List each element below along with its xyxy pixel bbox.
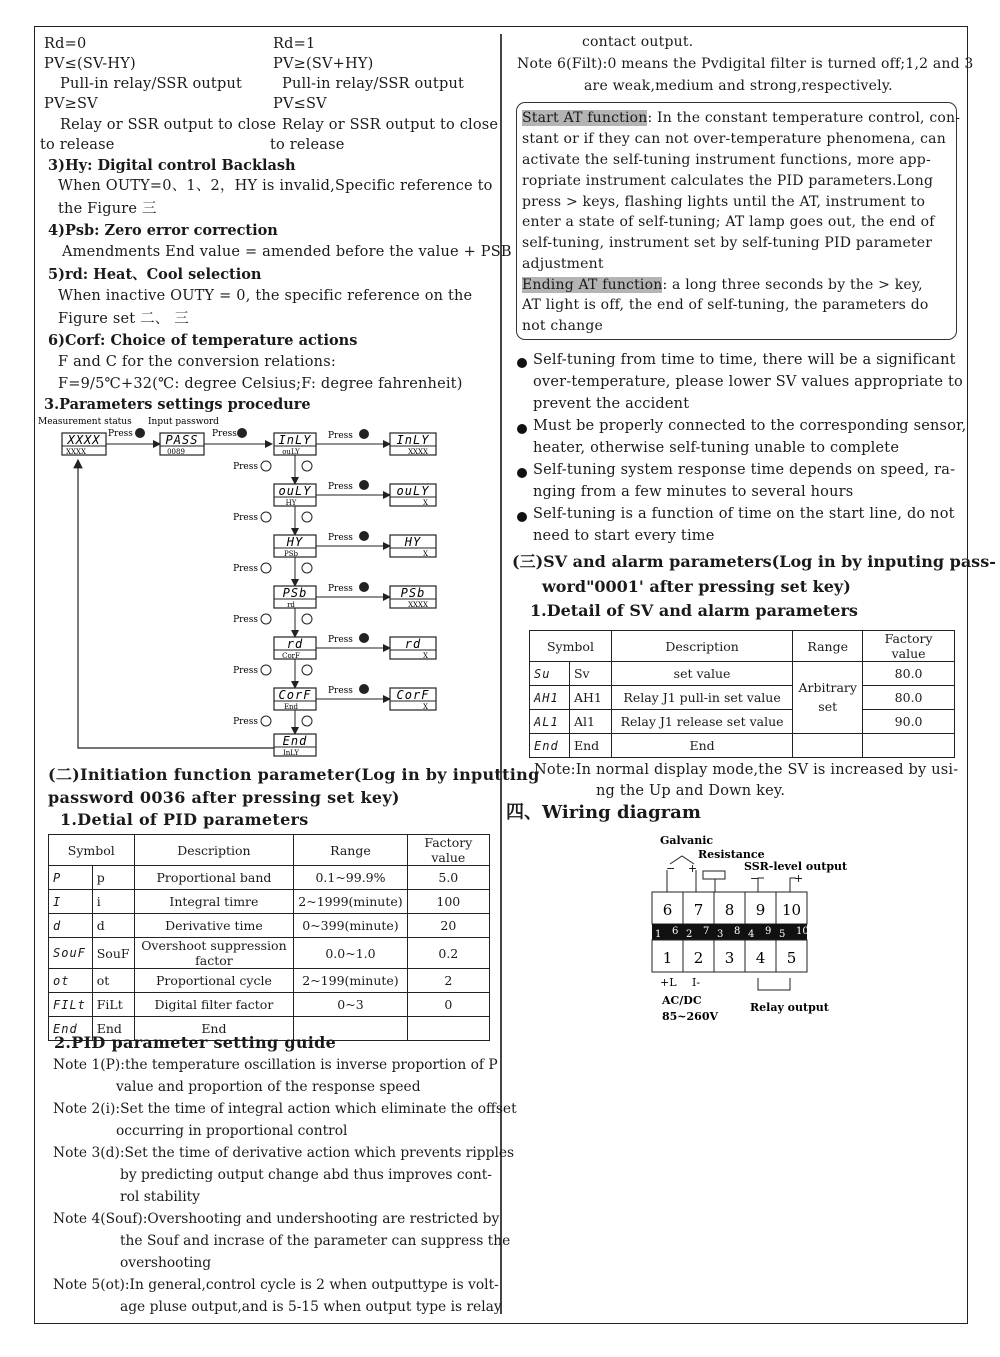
description: Overshoot suppression factor [134, 938, 294, 969]
factory-value: 90.0 [863, 710, 955, 734]
header-factory: Factory value [863, 631, 955, 662]
display-text: XXXX [67, 433, 101, 447]
range-text: set [818, 698, 838, 714]
down-key-icon [261, 563, 271, 573]
strip-number: 4 [748, 929, 755, 940]
display-text: rd [404, 637, 422, 651]
up-key-icon [302, 665, 312, 675]
terminal-number: 7 [693, 901, 704, 919]
display-text: X [423, 652, 428, 660]
down-key-icon [261, 665, 271, 675]
table-row [49, 866, 490, 890]
guide-line: the Souf and incrase of the parameter can suppress the [120, 1233, 511, 1249]
press-label: Press [233, 564, 258, 574]
factory-value: 20 [407, 914, 489, 938]
bullet-line: over-temperature, please lower SV values appropriate to [533, 374, 963, 390]
set-key-icon [135, 428, 145, 438]
symbol: d [92, 914, 134, 938]
terminal-number: 10 [781, 901, 802, 919]
symbol: End [569, 734, 611, 758]
press-label: Press [233, 717, 258, 727]
at-line: activate the self-tuning instrument functions, more app- [522, 152, 931, 168]
factory-value: 5.0 [407, 866, 489, 890]
segment-symbol: I [49, 890, 93, 914]
display-text: XXXX [408, 601, 428, 609]
terminal-number: 9 [755, 901, 766, 919]
display-text: CorF [396, 688, 430, 702]
display-text: InLY [396, 433, 430, 447]
set-key-icon [359, 684, 369, 694]
header-range: Range [793, 631, 863, 662]
header-description: Description [611, 631, 792, 662]
bullet-dot [517, 468, 527, 478]
parameter-row [233, 582, 436, 637]
display-text: End [283, 703, 299, 711]
symbol: Sv [569, 662, 611, 686]
at-line: press > keys, flashing lights until the AT, instrument to [522, 194, 926, 210]
parameter-flow-diagram [36, 412, 496, 762]
polarity-label: + [794, 872, 804, 885]
symbol: ot [92, 969, 134, 993]
table-row [49, 890, 490, 914]
factory-value [407, 1017, 489, 1041]
press-label: Press [328, 482, 353, 492]
display-text: X [423, 550, 428, 558]
input-password-label: Input password [148, 417, 219, 427]
header-description: Description [134, 835, 294, 866]
column-divider [500, 34, 502, 1314]
table-row [49, 993, 490, 1017]
strip-number: 5 [779, 929, 786, 940]
parameter-row [233, 633, 436, 688]
at-line: ropriate instrument calculates the PID parameters.Long [522, 173, 934, 189]
guide-line: occurring in proportional control [116, 1123, 348, 1139]
bullet-line: Self-tuning system response time depends on speed, ra- [533, 462, 956, 478]
press-label: Press [328, 431, 353, 441]
display-text: CorF [282, 652, 300, 660]
rd0-line: PV≥SV [44, 96, 98, 112]
range: 2~1999(minute) [294, 890, 407, 914]
measurement-label: Measurement status [38, 417, 132, 427]
terminal-number: 4 [755, 949, 766, 967]
hy-line: the Figure 三 [58, 201, 157, 217]
guide-line: Note 3(d):Set the time of derivative action which prevents ripples [53, 1145, 515, 1161]
rd1-line: PV≤SV [273, 96, 327, 112]
top-line: are weak,medium and strong,respectively. [584, 78, 893, 94]
strip-number: 3 [717, 929, 724, 940]
parameter-rows [233, 429, 436, 734]
corf-line: F=9/5℃+32(℃: degree Celsius;F: degree fahrenheit) [58, 376, 463, 392]
range-empty [793, 734, 863, 758]
rd0-line: Relay or SSR output to close [60, 117, 277, 133]
down-key-icon [261, 461, 271, 471]
display-box-start [62, 433, 106, 456]
terminal-number: 1 [662, 949, 673, 967]
bullet-dot [517, 424, 527, 434]
acdc-label: AC/DC [662, 994, 702, 1007]
rd0-line: to release [40, 137, 115, 153]
display-text: ouLY [282, 448, 300, 456]
description: Proportional cycle [134, 969, 294, 993]
corf-line: F and C for the conversion relations: [58, 354, 336, 370]
parameter-row [233, 531, 436, 586]
polarity-label: + [688, 862, 698, 875]
table-row [530, 662, 955, 686]
at-line: self-tuning, instrument set by self-tuning PID parameter [522, 235, 933, 251]
display-text: PSb [284, 550, 298, 558]
rd1-line: to release [270, 137, 345, 153]
table-row [530, 734, 955, 758]
terminal-number: 2 [693, 949, 704, 967]
display-box-end [274, 734, 316, 757]
strip-number: 9 [765, 926, 772, 937]
display-text: X [423, 703, 428, 711]
set-key-icon [359, 582, 369, 592]
bullet-dot [517, 512, 527, 522]
symbol: AH1 [569, 686, 611, 710]
rd0-line: Pull-in relay/SSR output [60, 76, 243, 92]
down-key-icon [261, 716, 271, 726]
display-box-pass [160, 433, 204, 456]
strip-number: 1 [655, 929, 662, 940]
description: End [134, 1017, 294, 1041]
rd1-line: Rd=1 [273, 36, 316, 52]
guide-line: Note 1(P):the temperature oscillation is inverse proportion of P [53, 1057, 498, 1073]
segment-symbol: End [530, 734, 570, 758]
display-text: End [282, 734, 308, 748]
rd-line: When inactive OUTY = 0, the specific reference on the [58, 288, 473, 304]
press-label: Press [233, 462, 258, 472]
press-label: Press [233, 615, 258, 625]
table-row [49, 914, 490, 938]
at-line: stant or if they can not over-temperature phenomena, can [522, 131, 946, 147]
bullet-line: Self-tuning is a function of time on the start line, do not [533, 506, 955, 522]
press-label: Press [328, 686, 353, 696]
guide-line: by predicting output change abd thus improves cont- [120, 1167, 492, 1183]
guide-line: Note 4(Souf):Overshooting and undershooting are restricted by [53, 1211, 500, 1227]
init-title-line2: password 0036 after pressing set key) [48, 788, 400, 807]
factory-value: 100 [407, 890, 489, 914]
bullet-line: heater, otherwise self-tuning unable to complete [533, 440, 900, 456]
terminal-number: 6 [662, 901, 673, 919]
rd1-line: Pull-in relay/SSR output [282, 76, 465, 92]
up-key-icon [302, 614, 312, 624]
range: 0.1~99.9% [294, 866, 407, 890]
press-label: Press [328, 584, 353, 594]
bullet-line: need to start every time [533, 528, 715, 544]
display-text: PSb [282, 586, 308, 600]
bullet-line: prevent the accident [533, 396, 690, 412]
header-symbol: Symbol [530, 631, 612, 662]
symbol: i [92, 890, 134, 914]
range: 0~3 [294, 993, 407, 1017]
description: Derivative time [134, 914, 294, 938]
at-line: AT light is off, the end of self-tuning, the parameters do [522, 297, 929, 313]
strip-number: 6 [672, 926, 679, 937]
display-text: CorF [278, 688, 312, 702]
parameter-row [233, 684, 436, 734]
description: Proportional band [134, 866, 294, 890]
display-text: ouLY [278, 484, 312, 498]
resistor-symbol [703, 871, 725, 879]
polarity-label: +L [660, 976, 677, 989]
top-line: Note 6(Filt):0 means the Pvdigital filter is turned off;1,2 and 3 [517, 56, 974, 72]
symbol: p [92, 866, 134, 890]
table-row [530, 686, 955, 710]
factory-value: 80.0 [863, 686, 955, 710]
strip-number: 7 [703, 926, 710, 937]
voltage-label: 85~260V [662, 1010, 719, 1023]
terminal-number: 5 [786, 949, 797, 967]
wiring-diagram [640, 830, 850, 1030]
segment-symbol: SouF [49, 938, 93, 969]
up-key-icon [302, 563, 312, 573]
press-label: Press [328, 533, 353, 543]
bullet-dot [517, 358, 527, 368]
table-row [49, 938, 490, 969]
factory-value: 0 [407, 993, 489, 1017]
psb-line: Amendments End value = amended before the value + PSB [62, 244, 512, 260]
sv-note-line: Note:In normal display mode,the SV is increased by usi- [534, 762, 959, 778]
rd0-line: Rd=0 [44, 36, 87, 52]
factory-value: 0.2 [407, 938, 489, 969]
pid-subtitle: 1.Detial of PID parameters [60, 810, 309, 829]
rd1-line: PV≥(SV+HY) [273, 56, 374, 72]
display-text: HY [404, 535, 422, 549]
up-key-icon [302, 461, 312, 471]
set-key-icon [359, 429, 369, 439]
range-cell [793, 662, 863, 734]
polarity-label: − [750, 872, 760, 885]
display-text: PSb [400, 586, 426, 600]
rd1-line: Relay or SSR output to close [282, 117, 499, 133]
header-factory: Factory value [407, 835, 489, 866]
set-key-icon [237, 428, 247, 438]
segment-symbol: End [49, 1017, 93, 1041]
factory-value: 2 [407, 969, 489, 993]
segment-symbol: P [49, 866, 93, 890]
bullet-line: Self-tuning from time to time, there will be a significant [533, 352, 956, 368]
range: 2~199(minute) [294, 969, 407, 993]
display-text: HY [285, 499, 297, 507]
sv-title-line1: (三)SV and alarm parameters(Log in by inputing pass- [512, 552, 996, 571]
segment-symbol: FILt [49, 993, 93, 1017]
range: 0~399(minute) [294, 914, 407, 938]
down-key-icon [261, 512, 271, 522]
set-key-icon [359, 633, 369, 643]
display-text: XXXX [408, 448, 428, 456]
display-text: HY [286, 535, 304, 549]
set-key-icon [359, 480, 369, 490]
bullet-line: Must be properly connected to the corresponding sensor, [533, 418, 967, 434]
segment-symbol: d [49, 914, 93, 938]
init-title-line1: (二)Initiation function parameter(Log in by inputting [48, 765, 540, 784]
guide-line: rol stability [120, 1189, 200, 1205]
terminal-number: 3 [724, 949, 735, 967]
display-text: 0089 [167, 448, 185, 456]
segment-symbol: AL1 [530, 710, 570, 734]
sv-table [529, 630, 955, 758]
terminal-block [652, 892, 809, 972]
rd-line: Figure set 二、 三 [58, 311, 190, 327]
at-line: adjustment [522, 256, 604, 272]
press-label: Press [233, 513, 258, 523]
rd-title: 5)rd: Heat、Cool selection [48, 266, 262, 283]
display-text: PASS [165, 433, 199, 447]
hy-title: 3)Hy: Digital control Backlash [48, 157, 296, 174]
symbol: FiLt [92, 993, 134, 1017]
guide-line: Note 5(ot):In general,control cycle is 2 when outputtype is volt- [53, 1277, 499, 1293]
guide-title: 2.PID parameter setting guide [54, 1033, 337, 1052]
display-text: XXXX [66, 448, 86, 456]
guide-line: Note 2(i):Set the time of integral action which eliminate the offset [53, 1101, 517, 1117]
header-symbol: Symbol [49, 835, 135, 866]
table-row [530, 710, 955, 734]
strip-number: 2 [686, 929, 693, 940]
relay-label: Relay output [750, 1001, 829, 1014]
description: Integral timre [134, 890, 294, 914]
top-line: contact output. [582, 34, 694, 50]
relay-bracket [758, 978, 790, 990]
sv-note-line: ng the Up and Down key. [596, 783, 786, 799]
guide-line: value and proportion of the response speed [116, 1079, 421, 1095]
symbol: Al1 [569, 710, 611, 734]
description: set value [611, 662, 792, 686]
return-arrow [78, 460, 274, 748]
table-row [49, 969, 490, 993]
at-text: : a long three seconds by the > key, [662, 277, 923, 293]
up-key-icon [302, 512, 312, 522]
segment-symbol: Su [530, 662, 570, 686]
procedure-title: 3.Parameters settings procedure [44, 396, 311, 413]
press-label: Press [233, 666, 258, 676]
guide-line: age pluse output,and is 5-15 when output type is relay [120, 1299, 502, 1315]
range-text: Arbitrary [798, 679, 857, 695]
display-text: X [423, 499, 428, 507]
display-text: InLY [278, 433, 312, 447]
symbol: End [92, 1017, 134, 1041]
corf-title: 6)Corf: Choice of temperature actions [48, 332, 358, 349]
display-text: rd [287, 601, 295, 609]
pid-table [48, 834, 490, 1041]
guide-line: overshooting [120, 1255, 212, 1271]
header-range: Range [294, 835, 407, 866]
up-key-icon [302, 716, 312, 726]
factory-value [863, 734, 955, 758]
description: Relay J1 release set value [611, 710, 792, 734]
ending-at-label: Ending AT function [522, 277, 663, 293]
segment-symbol: ot [49, 969, 93, 993]
bullet-line: nging from a few minutes to several hours [533, 484, 854, 500]
description: Relay J1 pull-in set value [611, 686, 792, 710]
galvanic-label: Galvanic [660, 834, 714, 847]
press-label: Press [108, 429, 133, 439]
display-text: InLY [282, 749, 300, 757]
polarity-label: − [666, 862, 676, 875]
rd0-line: PV≤(SV-HY) [44, 56, 136, 72]
ssr-label: SSR-level output [744, 860, 848, 873]
sv-title-line2: word"0001' after pressing set key) [542, 577, 851, 596]
display-text: rd [286, 637, 304, 651]
polarity-label: I- [692, 976, 701, 989]
at-line: enter a state of self-tuning; AT lamp goes out, the end of [522, 214, 935, 230]
display-text: ouLY [396, 484, 430, 498]
strip-number: 10 [796, 926, 809, 937]
factory-value: 80.0 [863, 662, 955, 686]
press-label: Press [212, 429, 237, 439]
at-line [522, 110, 960, 127]
terminal-number: 8 [724, 901, 735, 919]
resistance-label: Resistance [698, 848, 765, 861]
at-line [522, 277, 923, 294]
down-key-icon [261, 614, 271, 624]
at-text: : In the constant temperature control, con- [647, 110, 961, 126]
start-at-label: Start AT function [522, 110, 648, 126]
symbol: SouF [92, 938, 134, 969]
description: Digital filter factor [134, 993, 294, 1017]
strip-number: 8 [734, 926, 741, 937]
parameter-row [233, 429, 436, 484]
description: End [611, 734, 792, 758]
segment-symbol: AH1 [530, 686, 570, 710]
at-line: not change [522, 318, 603, 334]
set-key-icon [359, 531, 369, 541]
hy-line: When OUTY=0、1、2，HY is invalid,Specific reference to [58, 178, 493, 194]
psb-title: 4)Psb: Zero error correction [48, 222, 278, 239]
wiring-title: 四、Wiring diagram [506, 802, 701, 823]
range: 0.0~1.0 [294, 938, 407, 969]
sv-subtitle: 1.Detail of SV and alarm parameters [530, 601, 858, 620]
parameter-row [233, 480, 436, 535]
press-label: Press [328, 635, 353, 645]
